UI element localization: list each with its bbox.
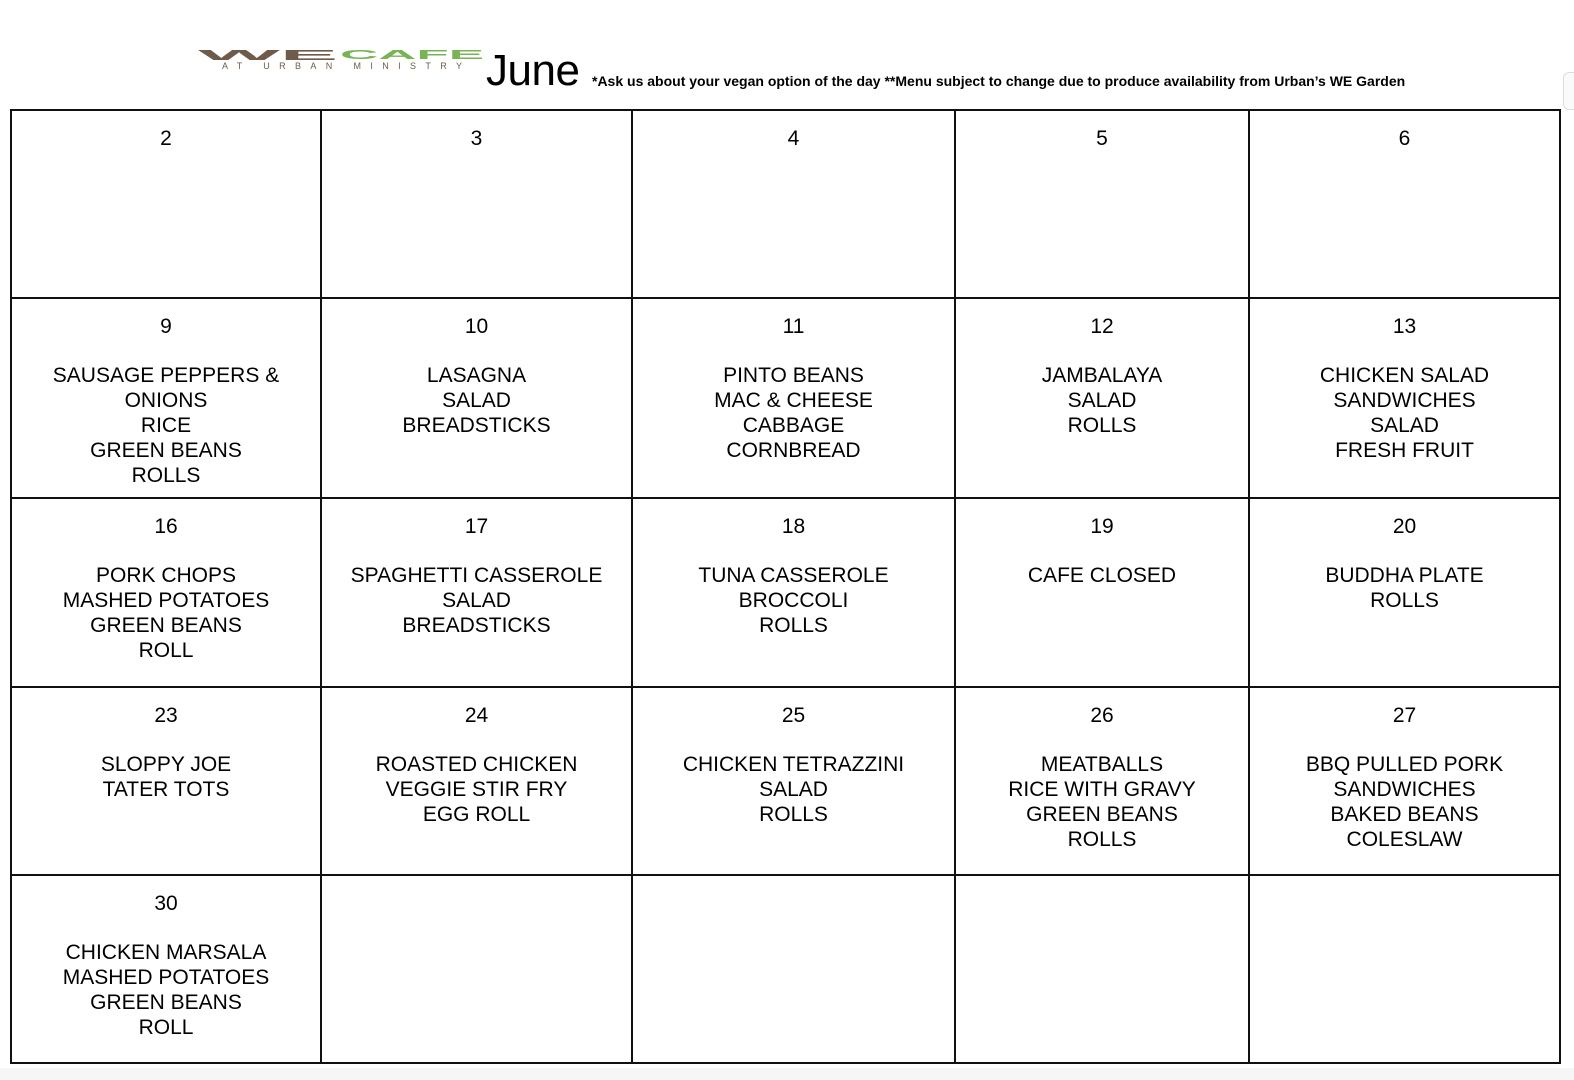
calendar-day-cell [632,498,955,686]
logo-cafe-text: CAFE [340,47,486,62]
menu-item: TUNA CASSEROLE [698,564,889,588]
day-number: 3 [470,127,483,150]
calendar-day-cell [321,875,632,1063]
calendar-day-cell [1249,687,1560,875]
menu-item: MASHED POTATOES [62,965,270,989]
menu-item: PINTO BEANS [723,364,864,388]
menu-item: CHICKEN SALAD [1319,364,1490,388]
calendar-day-cell [1249,298,1560,498]
calendar-day-cell [11,875,321,1063]
day-number: 25 [781,703,806,727]
page-edge-tab [1563,72,1574,110]
day-number: 18 [781,515,806,539]
calendar-day-cell [632,687,955,875]
day-menu [12,363,320,488]
day-number: 17 [464,515,489,539]
menu-item: SALAD [759,777,828,801]
day-number: 16 [154,515,178,539]
day-number: 11 [782,315,805,339]
menu-item: SAUSAGE PEPPERS & [52,364,280,388]
day-number: 13 [1392,315,1417,339]
calendar-week-row [11,498,1560,686]
menu-item: GREEN BEANS [1026,802,1178,826]
menu-item: SALAD [1370,414,1439,438]
menu-item: GREEN BEANS [90,990,242,1014]
day-number: 9 [160,315,172,339]
day-menu [1250,563,1559,613]
logo-we-text: WE [198,47,338,64]
calendar-day-cell [955,687,1249,875]
we-cafe-logo [198,46,488,72]
day-menu [633,563,954,638]
day-menu [12,563,320,663]
day-number: 12 [1090,315,1114,339]
menu-item: ROLLS [1067,827,1137,851]
menu-item: CHICKEN TETRAZZINI [682,752,905,776]
menu-item: SALAD [1067,389,1137,413]
calendar-day-cell [11,498,321,686]
menu-item: ROASTED CHICKEN [375,752,578,776]
menu-item: GREEN BEANS [90,614,242,638]
calendar-day-cell [632,110,955,298]
menu-item: SLOPPY JOE [100,752,232,776]
menu-item: SALAD [442,389,511,413]
day-number: 5 [1096,127,1108,150]
calendar-day-cell [11,687,321,875]
day-number: 26 [1090,703,1114,727]
menu-item: EGG ROLL [422,802,531,826]
day-number: 10 [464,315,489,339]
month-title: June [486,46,580,95]
day-number: 2 [160,127,172,150]
calendar-day-cell [321,687,632,875]
menu-item: CORNBREAD [726,439,861,463]
day-number: 27 [1392,703,1417,727]
day-menu [956,363,1248,438]
day-menu [633,752,954,827]
menu-notes: *Ask us about your vegan option of the day **Menu subject to change due to produce availability from Urban’s WE Garden [592,73,1406,89]
calendar-day-cell [1249,498,1560,686]
calendar-day-cell [321,110,632,298]
menu-item: GREEN BEANS [90,439,242,463]
menu-calendar [10,109,1561,1064]
calendar-day-cell [955,875,1249,1063]
menu-item: LASAGNA [426,364,527,388]
calendar-day-cell [11,298,321,498]
menu-item: SALAD [442,589,511,613]
menu-item: MAC & CHEESE [714,389,873,413]
menu-item: CABBAGE [742,414,845,438]
bottom-strip [0,1068,1574,1080]
calendar-day-cell [632,298,955,498]
menu-item: BROCCOLI [738,589,849,613]
calendar-week-row [11,110,1560,298]
menu-item: ONIONS [124,389,208,413]
menu-item: COLESLAW [1346,827,1463,851]
calendar-week-row [11,298,1560,498]
day-menu [1250,752,1559,852]
menu-item: BAKED BEANS [1330,802,1479,826]
menu-item: JAMBALAYA [1041,364,1163,388]
menu-item: ROLLS [1067,414,1137,438]
day-menu [12,752,320,802]
calendar-day-cell [321,498,632,686]
day-menu [956,563,1248,588]
day-menu [322,363,631,438]
menu-item: RICE WITH GRAVY [1008,777,1196,801]
day-number: 24 [464,703,489,727]
day-number: 4 [787,127,800,150]
calendar-day-cell [1249,110,1560,298]
menu-item: CAFE CLOSED [1027,564,1177,588]
menu-item: BBQ PULLED PORK [1305,752,1504,776]
calendar-day-cell [955,498,1249,686]
day-number: 23 [154,703,178,727]
calendar-week-row [11,687,1560,875]
menu-item: FRESH FRUIT [1335,439,1474,463]
menu-item: BREADSTICKS [402,614,551,638]
menu-item: CHICKEN MARSALA [65,940,267,964]
day-number: 19 [1090,515,1114,539]
menu-item: SPAGHETTI CASSEROLE [350,564,603,588]
calendar-day-cell [632,875,955,1063]
day-number: 20 [1392,515,1417,539]
menu-item: VEGGIE STIR FRY [385,777,568,801]
menu-item: ROLLS [759,614,828,638]
menu-item: ROLLS [131,464,201,488]
day-menu [322,563,631,638]
day-menu [322,752,631,827]
menu-item: RICE [140,414,192,438]
calendar-body [11,110,1560,1063]
menu-item: ROLL [138,639,194,663]
day-menu [956,752,1248,852]
calendar-week-row [11,875,1560,1063]
calendar-day-cell [11,110,321,298]
menu-item: BREADSTICKS [402,414,551,438]
day-menu [633,363,954,463]
day-menu [12,940,320,1040]
day-menu [1250,363,1559,463]
menu-item: ROLLS [759,802,828,826]
menu-item: PORK CHOPS [95,564,237,588]
we-cafe-logo-graphic [198,46,488,72]
calendar-day-cell [955,298,1249,498]
menu-item: BUDDHA PLATE [1325,564,1484,588]
menu-item: ROLLS [1370,589,1439,613]
menu-item: MEATBALLS [1040,752,1164,776]
day-number: 6 [1398,127,1411,150]
day-number: 30 [154,891,178,915]
calendar-day-cell [321,298,632,498]
menu-item: TATER TOTS [102,777,230,801]
menu-item: SANDWICHES [1333,777,1476,801]
menu-item: ROLL [138,1015,194,1039]
calendar-day-cell [955,110,1249,298]
calendar-day-cell [1249,875,1560,1063]
menu-item: SANDWICHES [1333,389,1476,413]
logo-sub-text: AT URBAN MINISTRY [222,61,462,71]
menu-item: MASHED POTATOES [62,589,270,613]
